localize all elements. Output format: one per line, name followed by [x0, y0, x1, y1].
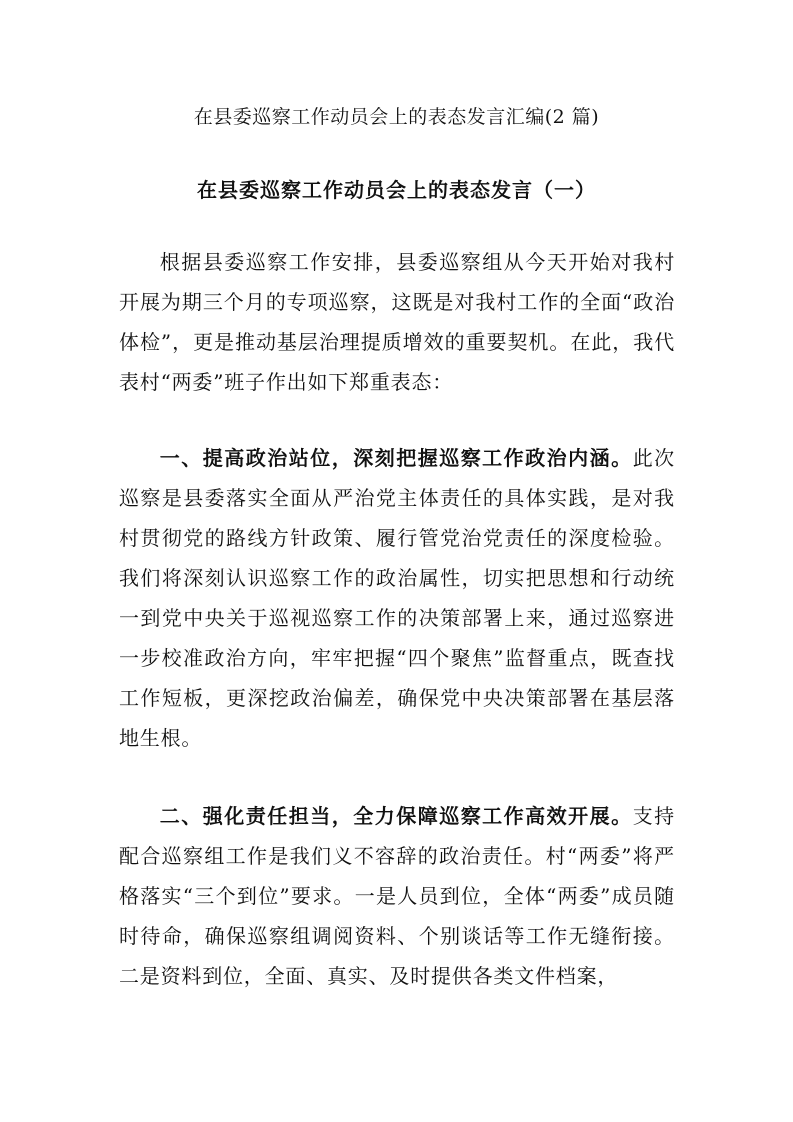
speech-title: 在县委巡察工作动员会上的表态发言（一）: [197, 178, 596, 202]
paragraph-section-two: [119, 796, 675, 996]
paragraph-intro: [119, 242, 675, 402]
paragraph-text: 此次巡察是县委落实全面从严治党主体责任的具体实践，是对我村贯彻党的路线方针政策、履行管党治党责任的深度检验。我们将深刻认识巡察工作的政治属性，切实把思想和行动统一到党中央关于巡视巡察工作的决策部署上来，通过巡察进一步校准政治方向，牢牢把握“四个聚焦”监督重点，既查找工作短板，更深挖政治偏差，确保党中央决策部署在基层落地生根。: [119, 446, 675, 750]
section-heading: 一、提高政治站位，深刻把握巡察工作政治内涵。: [159, 446, 633, 470]
document-title: 在县委巡察工作动员会上的表态发言汇编(2 篇): [193, 106, 600, 128]
paragraph-text: 根据县委巡察工作安排，县委巡察组从今天开始对我村开展为期三个月的专项巡察，这既是对我村工作的全面“政治体检”，更是推动基层治理提质增效的重要契机。在此，我代表村“两委”班子作出如下郑重表态：: [119, 250, 675, 394]
paragraph-section-one: [119, 438, 675, 758]
section-heading: 二、强化责任担当，全力保障巡察工作高效开展。: [159, 804, 633, 828]
paragraph-text: 支持配合巡察组工作是我们义不容辞的政治责任。村“两委”将严格落实“三个到位”要求。一是人员到位，全体“两委”成员随时待命，确保巡察组调阅资料、个别谈话等工作无缝衔接。二是资料到位，全面、真实、及时提供各类文件档案，: [119, 804, 675, 988]
